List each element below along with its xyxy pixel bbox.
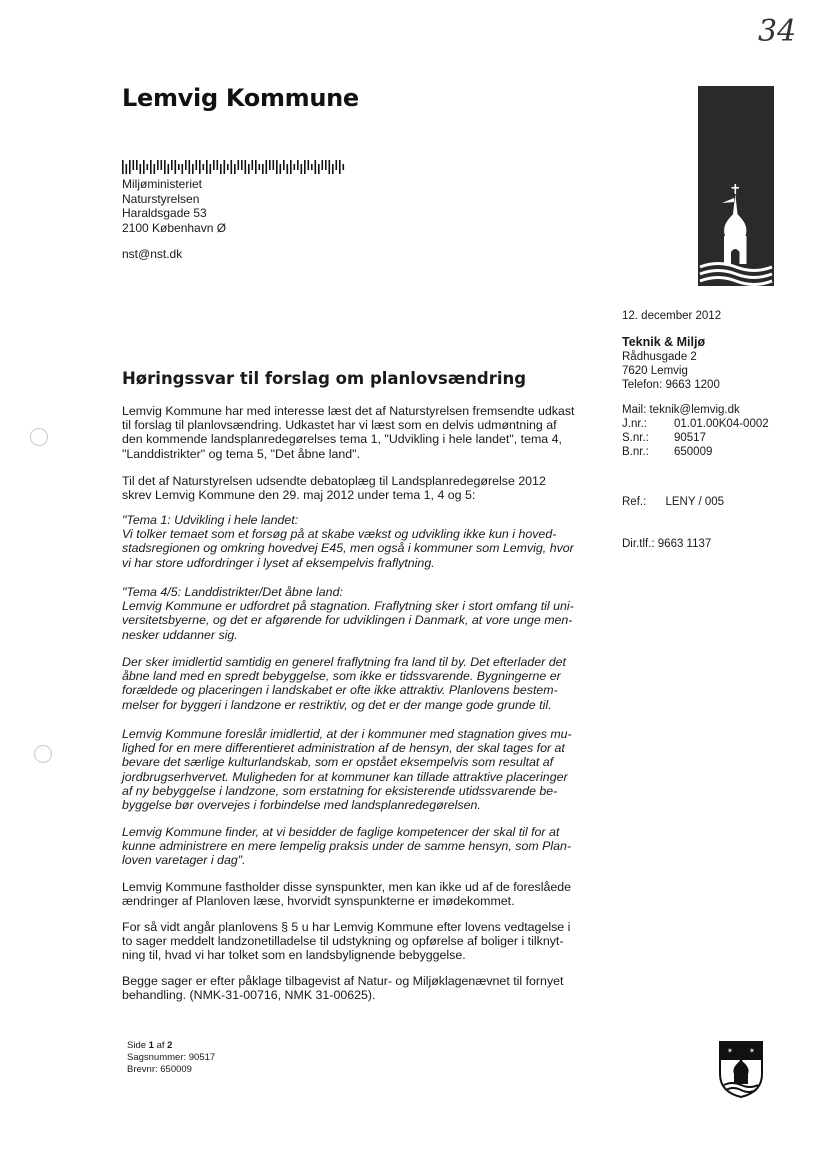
barcode-bar [238,160,240,170]
paragraph [122,404,592,461]
barcode-bar [332,164,334,174]
barcode-bar [248,164,250,174]
svg-text:✶: ✶ [727,1047,733,1055]
handwritten-page-number: 34 [758,14,797,49]
paragraph-line: lighed for en mere differentieret administration af de hensyn, der skal tages for at [122,741,565,756]
paragraph-line: to sager meddelt landzonetilladelse til udstykning og opførelse af boliger i tilknyt- [122,934,564,949]
barcode-bar [210,164,212,174]
barcode-bar [325,160,327,170]
reference-value: 90517 [674,432,706,444]
barcode-bar [276,160,278,174]
paragraph-line: Til det af Naturstyrelsen udsendte debatoplæg til Landsplanredegørelse 2012 [122,474,546,488]
barcode-bar [227,164,229,170]
barcode-bar [147,164,149,170]
paragraph-line: til forslag til planlovsændring. Udkastet har vi læst som en delvis udmøntning af [122,418,557,433]
barcode-bar [122,160,124,174]
barcode-bar [259,164,261,170]
barcode-bar [217,160,219,170]
brand-bar [698,86,774,286]
barcode-bar [245,160,247,174]
paragraph-line: Lemvig Kommune er udfordret på stagnation. Fraflytning sker i stort omfang til uni- [122,599,574,614]
paragraph [122,920,592,963]
barcode-bar [154,164,156,174]
quoted-paragraph [122,585,592,642]
paragraph-line: byggelse bør overvejes i forbindelse med landsplanredegørelsen. [122,798,481,813]
paragraph-line: "Tema 1: Udvikling i hele landet: [122,513,299,527]
barcode-bar [164,160,166,174]
reference-row [622,417,769,431]
sender-department: Teknik & Miljø [622,335,706,349]
paragraph-line: nesker uddanner sig. [122,627,238,642]
barcode-bar [185,160,187,170]
barcode-bar [339,160,341,174]
barcode-bar [206,160,208,174]
paragraph-line: Der sker imidlertid samtidig en generel fraflytning fra land til by. Det efterlader det [122,655,566,669]
paragraph-line: Begge sager er efter påklage tilbagevist af Natur- og Miljøklagenævnet til fornyet [122,974,564,988]
barcode-bar [231,160,233,174]
page-prefix: Side [127,1040,149,1051]
paragraph-line: Vi tolker temaet som et forsøg på at skabe vækst og udvikling ikke kun i hoved- [122,527,557,542]
paragraph [122,974,592,1002]
page-footer [127,1040,215,1076]
paragraph-line: ning til, hvad vi har tolket som en landsbylignende bebyggelse. [122,948,466,963]
paragraph-line: ændringer af Planloven læse, hvorvidt synspunkterne er imødekommet. [122,894,515,909]
barcode-bar [175,160,177,174]
sender-address-line: Telefon: 9663 1200 [622,379,720,391]
barcode-bar [189,160,191,174]
paragraph-line: Lemvig Kommune finder, at vi besidder de faglige kompetencer der skal til for at [122,825,560,839]
contact-reference: Ref.: LENY / 005 [622,496,725,508]
letter-date: 12. december 2012 [622,310,722,322]
reference-key: S.nr.: [622,432,649,444]
barcode-bar [136,160,138,170]
paragraph-line: Lemvig Kommune har med interesse læst det af Naturstyrelsen fremsendte udkast [122,404,575,418]
barcode-bar [129,160,131,174]
barcode-bar [315,160,317,174]
barcode-bar [308,160,310,170]
paragraph-line: Lemvig Kommune fastholder disse synspunkter, men kan ikke ud af de foreslåede [122,880,572,894]
paragraph-line: "Tema 4/5: Landdistrikter/Det åbne land: [122,585,343,599]
paragraph-line: bevare det særlige kulturlandskab, som er opstået eksempelvis som resultat af [122,755,554,770]
reference-value: 01.01.00K04-0002 [674,418,769,430]
page-mid: af [153,1040,168,1051]
barcode-bar [234,164,236,174]
paragraph [122,474,592,502]
barcode-bar [199,160,201,174]
barcode-bar [252,160,254,170]
paragraph-line: jordbrugserhvervet. Muligheden for at kommuner kan tillade attraktive placeringer [122,769,568,784]
punch-hole [34,745,52,763]
barcode-bar [196,160,198,170]
letter-subject: Høringssvar til forslag om planlovsændring [122,369,527,388]
sender-mail: Mail: teknik@lemvig.dk [622,404,740,416]
contact-block [622,467,724,565]
recipient-address [122,177,226,235]
barcode-bar [168,164,170,174]
barcode-bar [178,164,180,170]
coat-of-arms-icon [718,1040,764,1098]
barcode-bar [150,160,152,174]
barcode-bar [140,164,142,174]
quoted-paragraph [122,727,592,812]
paragraph-line: stadsregionen og omkring hovedvej E45, men også i kommuner som Lemvig, hvor [122,541,574,556]
barcode-bar [311,164,313,170]
reference-key: J.nr.: [622,418,647,430]
barcode-bar [192,164,194,174]
paragraph-line: den kommende landsplanredegørelses tema 1, "Udvikling i hele landet", tema 4, [122,432,562,447]
barcode-bar [161,160,163,170]
paragraph-line: kunne administrere en mere lempelig praksis under de samme hensyn, som Plan- [122,839,572,854]
recipient-email: nst@nst.dk [122,247,183,261]
barcode-bar [133,160,135,170]
paragraph-line: versitetsbyerne, og det er afgørende for udviklingen i Danmark, at vore unge men- [122,613,573,628]
recipient-line: Miljøministeriet [122,177,203,191]
page-total: 2 [167,1040,173,1051]
recipient-line: Haraldsgade 53 [122,206,207,220]
barcode-bar [269,160,271,170]
paragraph-line: loven varetager i dag". [122,853,246,868]
barcode-bar [280,164,282,174]
quoted-paragraph [122,825,592,868]
barcode-bar [220,164,222,174]
quoted-paragraph [122,513,592,570]
barcode-bar [283,160,285,170]
barcode-bar [157,160,159,170]
church-tower-icon [698,86,774,286]
barcode-bar [318,164,320,174]
barcode-bar [241,160,243,170]
barcode-bar [336,160,338,170]
barcode-bar [304,160,306,174]
page-indicator [127,1040,215,1052]
barcode-bar [287,164,289,174]
barcode-bar [294,164,296,170]
barcode-bar [255,160,257,174]
barcode-bar [343,164,345,170]
footer-case-number: Sagsnummer: 90517 [127,1052,216,1063]
barcode-bar [224,160,226,174]
sender-block [622,335,720,392]
svg-text:✶: ✶ [749,1047,755,1055]
reference-block [622,403,769,459]
barcode-bar [203,164,205,170]
barcode-bar [213,160,215,170]
barcode-bar [266,160,268,174]
paragraph-line: Lemvig Kommune foreslår imidlertid, at der i kommuner med stagnation gives mu- [122,727,572,741]
organization-name: Lemvig Kommune [122,84,359,112]
barcode-bar [301,164,303,174]
paragraph-line: af ny bebyggelse i landzone, som erstatning for eksisterende utidssvarende be- [122,783,558,798]
barcode-bar [290,160,292,174]
sender-address-line: 7620 Lemvig [622,365,688,377]
reference-value: 650009 [674,446,713,458]
paragraph-line: "Landdistrikter" og tema 5, "Det åbne land". [122,446,361,461]
barcode-bar [297,160,299,170]
paragraph-line: behandling. (NMK-31-00716, NMK 31-00625). [122,988,376,1003]
paragraph-line: åbne land med en spredt bebyggelse, som ikke er tidssvarende. Bygningerne er [122,669,561,684]
barcode-bar [182,164,184,174]
barcode-bar [322,160,324,170]
reference-row [622,431,769,445]
sender-address-line: Rådhusgade 2 [622,351,697,363]
paragraph-line: melser for byggeri i landzone er restriktiv, og det er der mange gode grunde til. [122,697,552,712]
reference-row [622,445,769,459]
barcode-bar [273,160,275,170]
paragraph [122,880,592,908]
quoted-paragraph [122,655,592,712]
barcode-bar [262,164,264,174]
paragraph-line: For så vidt angår planlovens § 5 u har Lemvig Kommune efter lovens vedtagelse i [122,920,571,934]
postal-barcode [122,160,352,174]
barcode-bar [329,160,331,174]
paragraph-line: vi har store udfordringer i lyset af eksempelvis fraflytning. [122,555,435,570]
paragraph-line: skrev Lemvig Kommune den 29. maj 2012 under tema 1, 4 og 5: [122,488,476,503]
contact-direct-phone: Dir.tlf.: 9663 1137 [622,538,712,550]
barcode-bar [143,160,145,174]
barcode-bar [126,164,128,174]
footer-letter-number: Brevnr: 650009 [127,1064,192,1075]
recipient-line: Naturstyrelsen [122,191,200,206]
recipient-line: 2100 København Ø [122,220,227,235]
barcode-bar [171,160,173,170]
paragraph-line: forældede og placeringen i landskabet er ofte ikke attraktiv. Planlovens bestem- [122,683,558,698]
reference-key: B.nr.: [622,446,649,458]
punch-hole [30,428,48,446]
page-current: 1 [148,1040,154,1051]
